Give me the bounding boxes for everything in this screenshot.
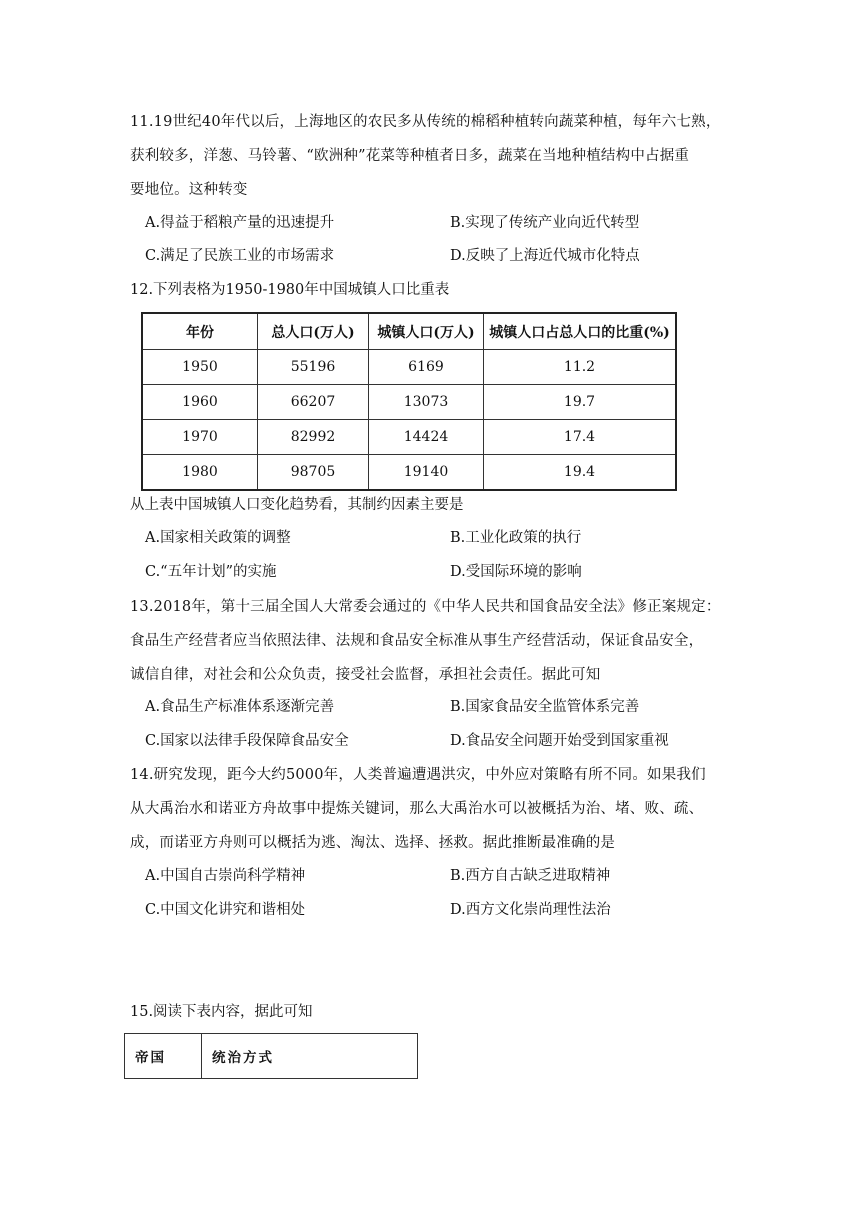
table-cell: 55196 [258,350,369,385]
table-cell: 1970 [142,420,258,455]
table-cell: 6169 [369,350,484,385]
q13-stem-line3: 诚信自律，对社会和公众负责，接受社会监督，承担社会责任。据此可知 [130,667,601,683]
table-cell: 14424 [369,420,484,455]
table-header: 城镇人口占总人口的比重(%) [484,313,677,350]
table-header: 年份 [142,313,258,350]
table-cell: 1960 [142,385,258,420]
table-row [142,420,676,455]
q12-stem: 12.下列表格为1950-1980年中国城镇人口比重表 [130,282,450,298]
q14-option-a: A.中国自古崇尚科学精神 [145,868,306,884]
table-header: 总人口(万人) [258,313,369,350]
q15-table [124,1033,418,1079]
table-row [142,350,676,385]
q14-stem-line1: 14.研究发现，距今大约5000年，人类普遍遭遇洪灾，中外应对策略有所不同。如果我们 [130,767,706,783]
table-cell: 66207 [258,385,369,420]
q11-option-c: C.满足了民族工业的市场需求 [145,248,335,264]
table-cell: 82992 [258,420,369,455]
q13-option-a: A.食品生产标准体系逐渐完善 [145,699,335,715]
q15-stem: 15.阅读下表内容，据此可知 [130,1004,313,1020]
q12-option-d: D.受国际环境的影响 [450,564,582,580]
q11-stem-line2: 获利较多，洋葱、马铃薯、“欧洲种”花菜等种植者日多，蔬菜在当地种植结构中占据重 [130,148,690,164]
q11-option-a: A.得益于稻粮产量的迅速提升 [145,215,335,231]
q13-stem [130,590,740,692]
q14-stem-line3: 成，而诺亚方舟则可以概括为逃、淘汰、选择、拯救。据此推断最准确的是 [130,835,616,851]
table-header: 帝国 [125,1034,202,1079]
q13-option-b: B.国家食品安全监管体系完善 [450,699,640,715]
table-header-row [125,1034,418,1079]
q14-stem [130,758,740,860]
q11-stem-line1: 11.19世纪40年代以后，上海地区的农民多从传统的棉稻种植转向蔬菜种植，每年六七熟， [130,114,721,130]
table-row [142,385,676,420]
table-header: 统治方式 [202,1034,418,1079]
q13-option-c: C.国家以法律手段保障食品安全 [145,733,349,749]
table-header-row [142,313,676,350]
table-cell: 19140 [369,455,484,491]
table-cell: 19.4 [484,455,677,491]
table-cell: 11.2 [484,350,677,385]
table-row [142,455,676,491]
table-cell: 19.7 [484,385,677,420]
table-header: 城镇人口(万人) [369,313,484,350]
q11-stem-line3: 要地位。这种转变 [130,182,248,198]
q11-stem [130,105,740,207]
q13-stem-line2: 食品生产经营者应当依照法律、法规和食品安全标准从事生产经营活动，保证食品安全， [130,633,704,649]
q11-option-d: D.反映了上海近代城市化特点 [450,248,640,264]
table-cell: 17.4 [484,420,677,455]
table-cell: 98705 [258,455,369,491]
q13-option-d: D.食品安全问题开始受到国家重视 [450,733,669,749]
table-cell: 1950 [142,350,258,385]
q12-option-a: A.国家相关政策的调整 [145,530,291,546]
table-cell: 13073 [369,385,484,420]
q11-option-b: B.实现了传统产业向近代转型 [450,215,640,231]
q13-stem-line1: 13.2018年，第十三届全国人大常委会通过的《中华人民共和国食品安全法》修正案规定： [130,599,721,615]
q12-table [141,312,677,491]
q14-option-d: D.西方文化崇尚理性法治 [450,902,611,918]
q14-option-b: B.西方自古缺乏进取精神 [450,868,611,884]
q12-option-c: C.“五年计划”的实施 [145,564,277,580]
q12-question: 从上表中国城镇人口变化趋势看，其制约因素主要是 [130,497,464,513]
table-cell: 1980 [142,455,258,491]
q12-option-b: B.工业化政策的执行 [450,530,582,546]
q14-option-c: C.中国文化讲究和谐相处 [145,902,306,918]
q14-stem-line2: 从大禹治水和诺亚方舟故事中提炼关键词，那么大禹治水可以被概括为治、堵、败、疏、 [130,801,704,817]
